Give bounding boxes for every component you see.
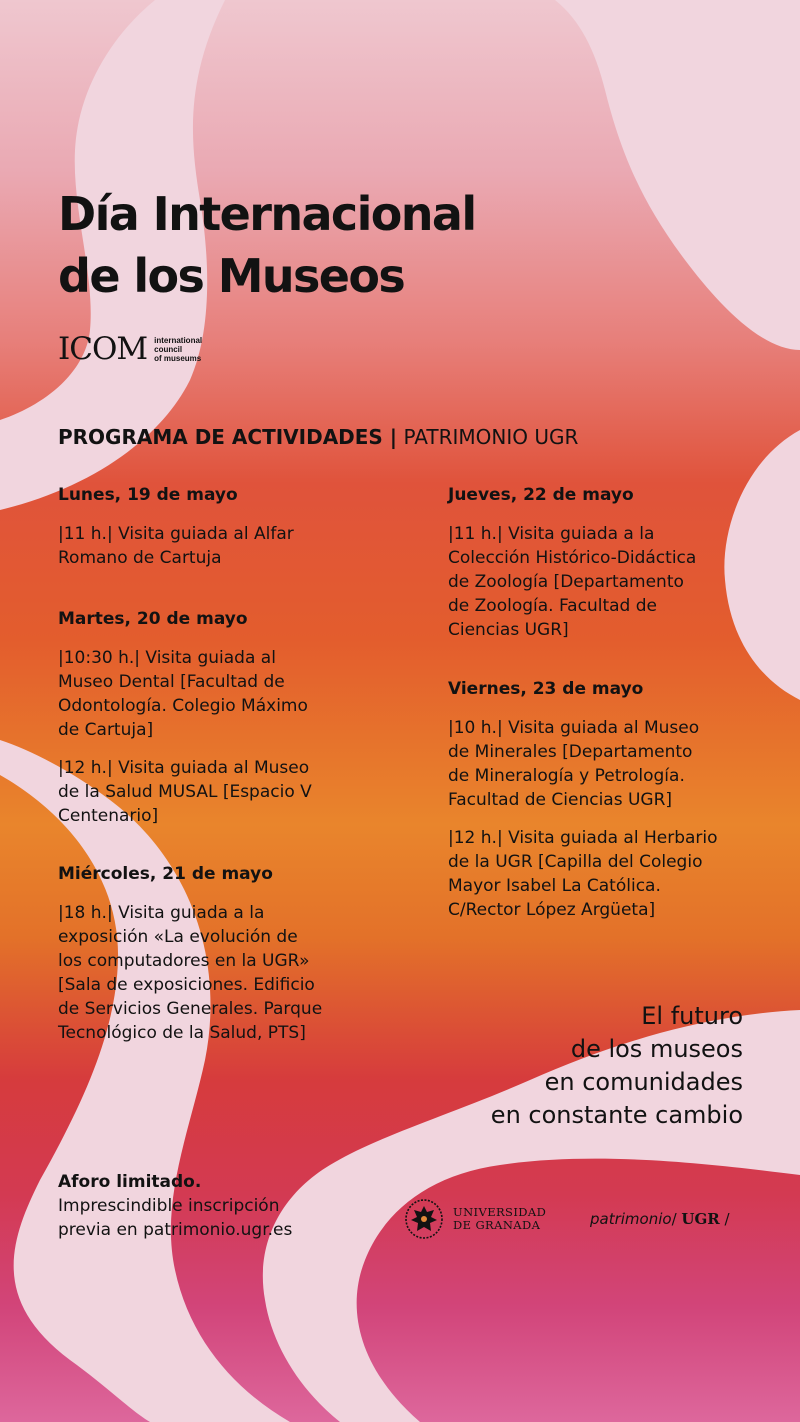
event-line: |10:30 h.| Visita guiada al: [58, 648, 276, 668]
event-line: exposición «La evolución de: [58, 927, 298, 947]
event-line: de Zoología [Departamento: [448, 572, 684, 592]
event-line: |11 h.| Visita guiada al Alfar: [58, 524, 294, 544]
day-wednesday: [58, 863, 322, 1045]
title-line-1: Día Internacional: [58, 187, 476, 241]
event-line: de Mineralogía y Petrología.: [448, 766, 685, 786]
ribbon-top-right: [555, 0, 800, 350]
programa-heading-bold: PROGRAMA DE ACTIVIDADES |: [58, 425, 398, 449]
event-item: [58, 756, 312, 828]
ugr-wordmark: [453, 1206, 546, 1232]
event-line: de la UGR [Capilla del Colegio: [448, 852, 703, 872]
tagline-line-1: El futuro: [641, 1002, 743, 1030]
event-line: de la Salud MUSAL [Espacio V: [58, 782, 312, 802]
event-line: Ciencias UGR]: [448, 620, 569, 640]
icom-sub-line-3: of museums: [154, 353, 202, 363]
event-line: Tecnológico de la Salud, PTS]: [58, 1023, 306, 1043]
event-item: [58, 646, 312, 742]
patrimonio-sep-1: /: [671, 1210, 682, 1228]
registration-note-line-2: previa en patrimonio.ugr.es: [58, 1220, 293, 1240]
tagline: [491, 1000, 743, 1132]
event-item: [448, 716, 718, 812]
ugr-wordmark-line-1: UNIVERSIDAD: [453, 1205, 547, 1219]
icom-logo-mark: ICOM: [58, 331, 148, 367]
event-line: |18 h.| Visita guiada a la: [58, 903, 265, 923]
event-line: Odontología. Colegio Máximo: [58, 696, 308, 716]
event-line: de Zoología. Facultad de: [448, 596, 657, 616]
event-line: |11 h.| Visita guiada a la: [448, 524, 655, 544]
day-label: Viernes, 23 de mayo: [448, 679, 644, 699]
icom-logo-subtitle: [154, 336, 202, 363]
icom-sub-line-1: international: [154, 335, 203, 345]
event-line: Colección Histórico-Didáctica: [448, 548, 697, 568]
ribbon-right-bulge: [724, 430, 800, 700]
event-line: |12 h.| Visita guiada al Museo: [58, 758, 310, 778]
event-item: [58, 522, 294, 570]
ugr-logo: [404, 1198, 546, 1240]
patrimonio-word: patrimonio: [590, 1210, 672, 1228]
day-tuesday: [58, 608, 312, 828]
event-line: Mayor Isabel La Católica.: [448, 876, 661, 896]
title-line-2: de los Museos: [58, 249, 405, 303]
icom-sub-line-2: council: [154, 344, 183, 354]
day-label: Lunes, 19 de mayo: [58, 485, 238, 505]
ugr-wordmark-line-2: DE GRANADA: [453, 1218, 541, 1232]
event-line: Centenario]: [58, 806, 159, 826]
icom-logo: [58, 332, 202, 366]
day-label: Martes, 20 de mayo: [58, 609, 248, 629]
event-line: Romano de Cartuja: [58, 548, 222, 568]
ribbon-left-lower: [0, 740, 293, 1422]
event-item: [448, 826, 718, 922]
page-title: [58, 183, 476, 307]
event-item: [448, 522, 696, 642]
patrimonio-ugr-logo: [590, 1209, 730, 1229]
programa-heading: [58, 424, 578, 450]
tagline-line-2: de los museos: [570, 1035, 743, 1063]
event-line: |12 h.| Visita guiada al Herbario: [448, 828, 718, 848]
event-line: de Cartuja]: [58, 720, 154, 740]
day-thursday: [448, 484, 696, 642]
tagline-line-3: en comunidades: [544, 1068, 743, 1096]
programa-heading-rest: PATRIMONIO UGR: [397, 425, 579, 449]
event-line: [Sala de exposiciones. Edificio: [58, 975, 315, 995]
ugr-crest-icon: [404, 1198, 444, 1240]
day-friday: [448, 678, 718, 922]
event-line: los computadores en la UGR»: [58, 951, 310, 971]
day-label: Jueves, 22 de mayo: [448, 485, 634, 505]
patrimonio-ugr-word: UGR: [681, 1210, 720, 1228]
day-label: Miércoles, 21 de mayo: [58, 864, 273, 884]
event-line: Facultad de Ciencias UGR]: [448, 790, 673, 810]
event-line: de Minerales [Departamento: [448, 742, 693, 762]
event-item: [58, 901, 322, 1045]
event-line: de Servicios Generales. Parque: [58, 999, 323, 1019]
event-line: C/Rector López Argüeta]: [448, 900, 656, 920]
tagline-line-4: en constante cambio: [490, 1101, 743, 1129]
event-line: Museo Dental [Facultad de: [58, 672, 285, 692]
registration-note: [58, 1170, 292, 1242]
registration-note-line-1: Imprescindible inscripción: [58, 1196, 280, 1216]
day-monday: [58, 484, 294, 570]
event-line: |10 h.| Visita guiada al Museo: [448, 718, 700, 738]
registration-note-title: Aforo limitado.: [58, 1172, 202, 1192]
patrimonio-sep-2: /: [719, 1210, 730, 1228]
